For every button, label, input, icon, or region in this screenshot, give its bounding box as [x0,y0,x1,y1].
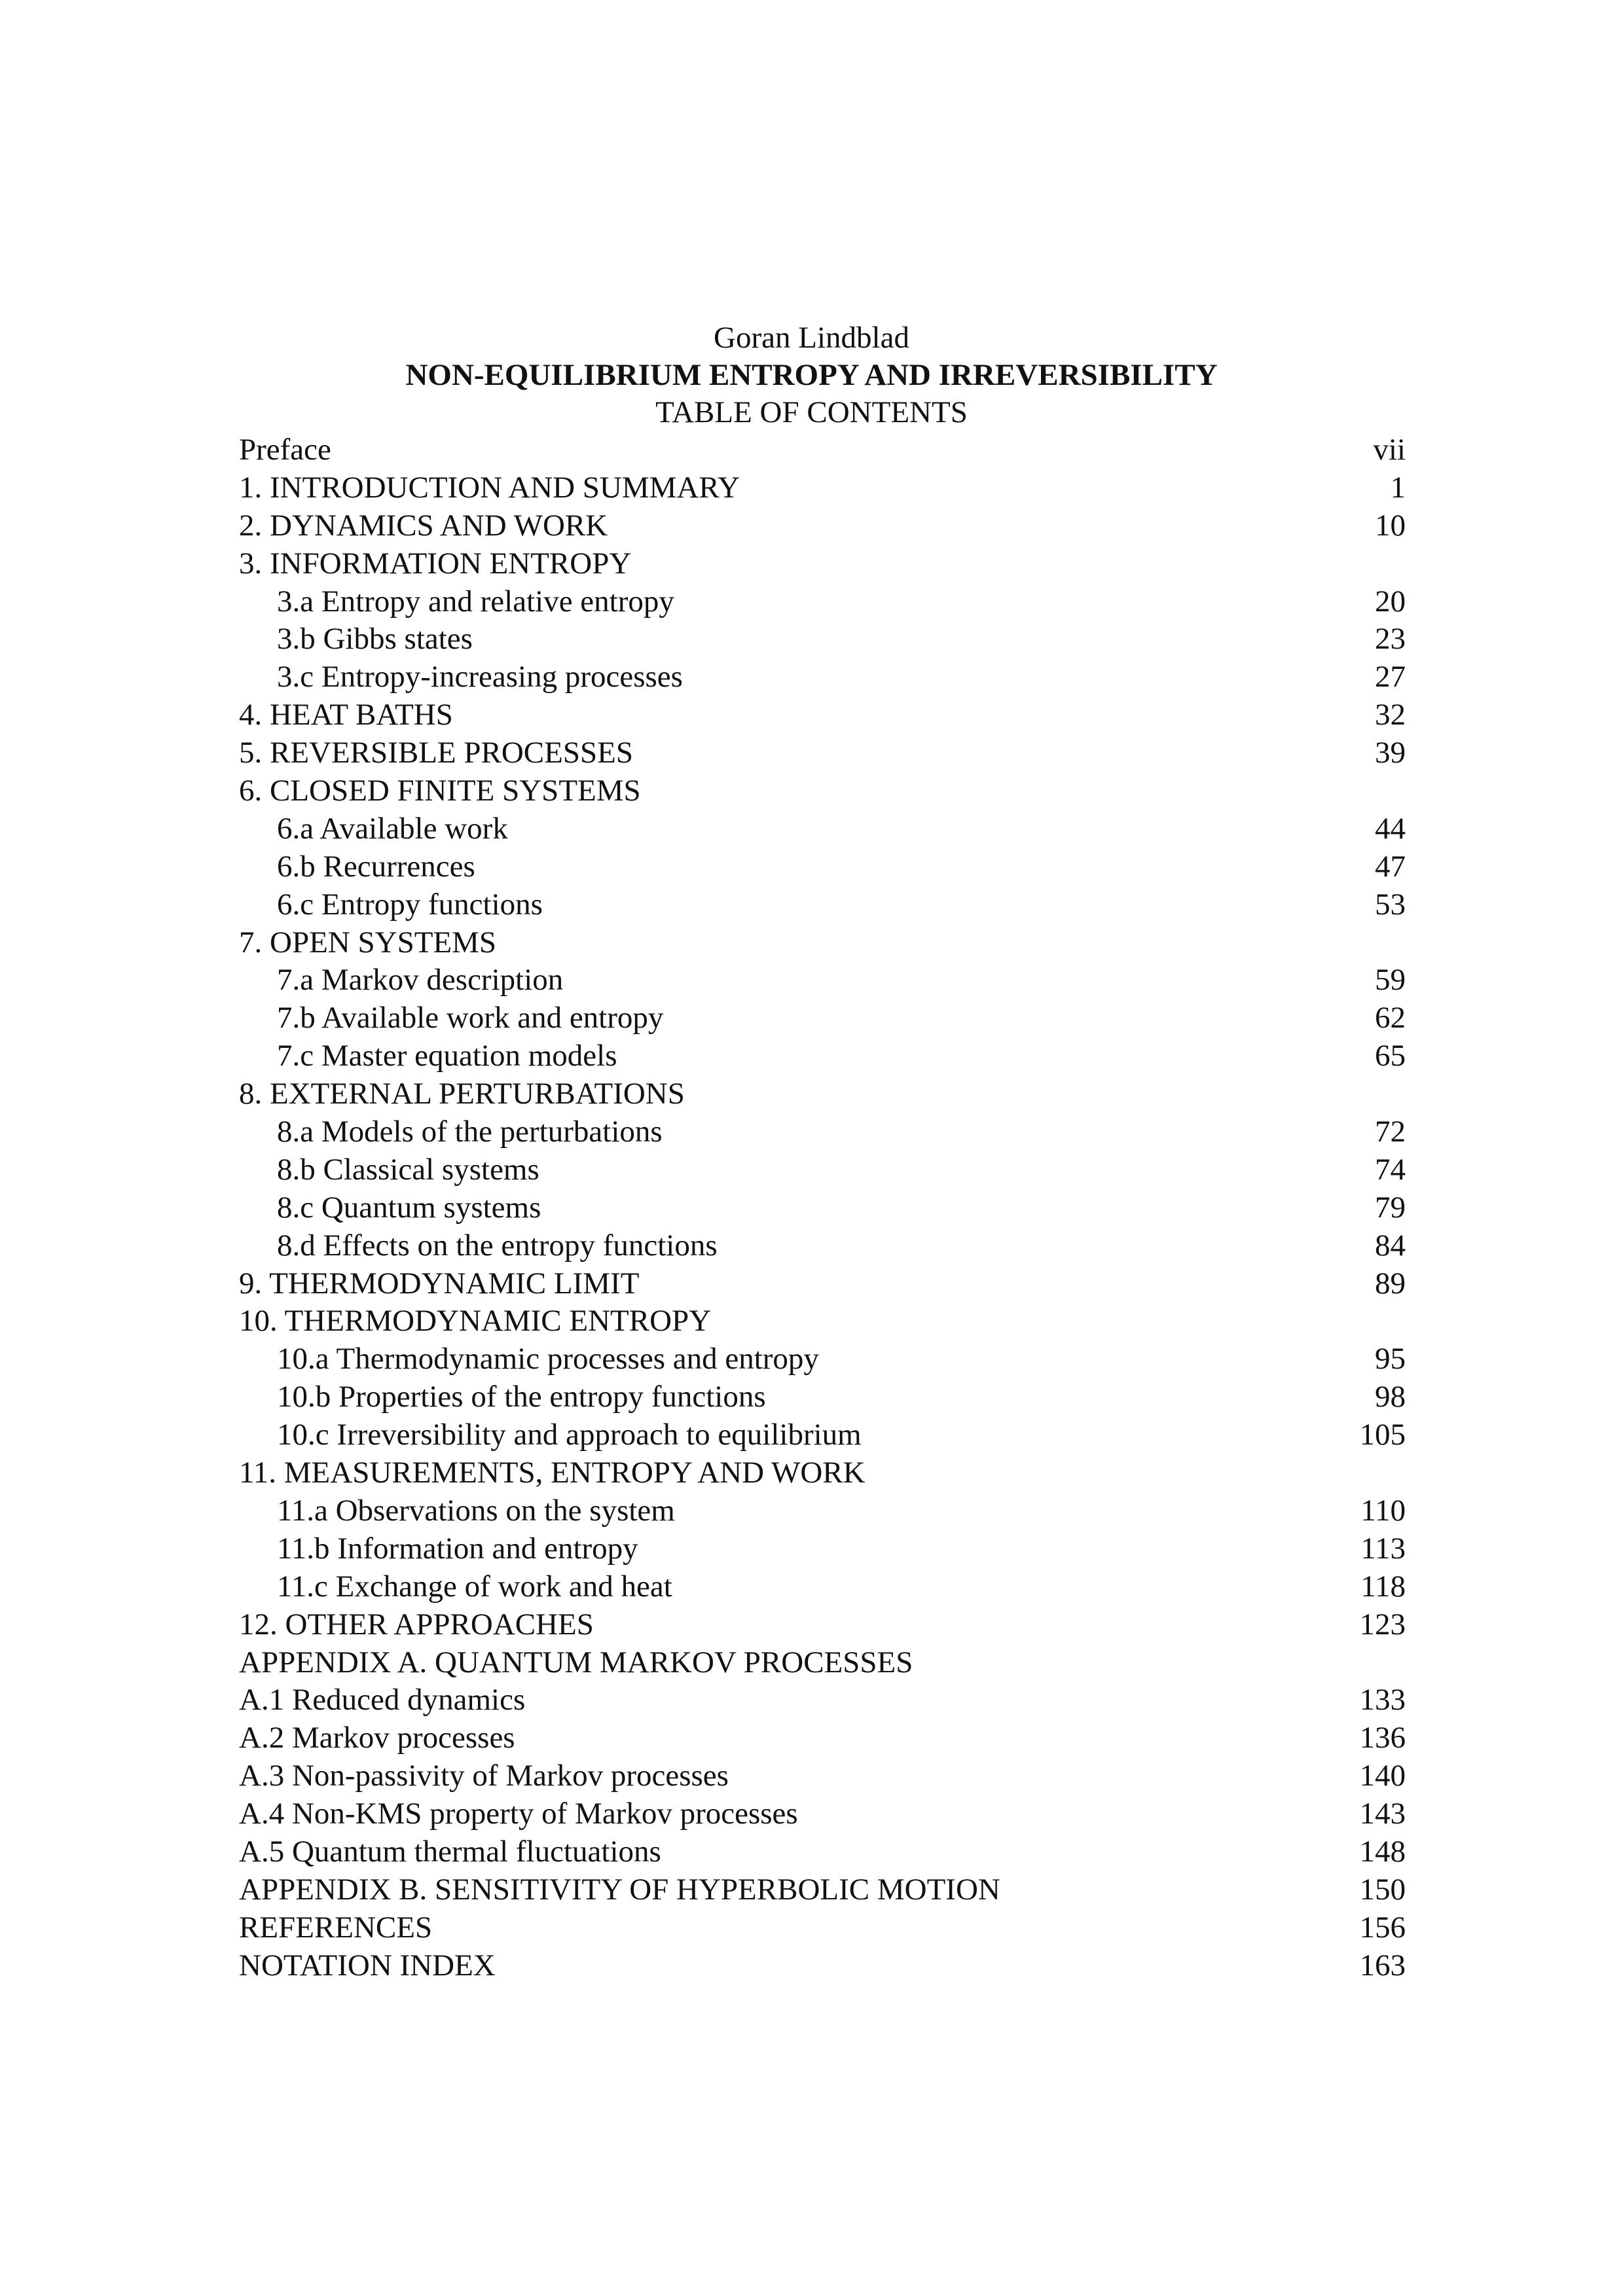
toc-entry-label: 11.c Exchange of work and heat [277,1569,672,1604]
toc-entry-page-number: 118 [1360,1569,1406,1604]
toc-entry-label: A.5 Quantum thermal fluctuations [239,1834,661,1869]
toc-entry-label: 3.b Gibbs states [277,622,473,656]
toc-entry-label: 11.a Observations on the system [277,1493,675,1528]
toc-entry [239,1378,1406,1416]
toc-entry [239,1643,1406,1681]
toc-entry [239,1302,1406,1340]
toc-entry-label: 11. MEASUREMENTS, ENTROPY AND WORK [239,1456,866,1490]
toc-entry-page-number: 140 [1359,1759,1406,1793]
toc-entry-label: 3. INFORMATION ENTROPY [239,546,632,581]
toc-entry-label: 6.c Entropy functions [277,887,543,922]
toc-entry-page-number: 27 [1375,660,1406,694]
toc-entry-page-number: 79 [1375,1190,1406,1225]
toc-entry-label: A.1 Reduced dynamics [239,1683,526,1717]
toc-entry-page-number: 39 [1375,736,1406,770]
toc-entry [239,1795,1406,1833]
toc-entry-label: 8.b Classical systems [277,1152,539,1187]
toc-entry-page-number: 1 [1390,470,1406,505]
toc-entry-label: 7.a Markov description [277,963,564,997]
toc-entry [239,1871,1406,1909]
toc-entry-page-number: 62 [1375,1001,1406,1035]
toc-entry-page-number: 72 [1375,1115,1406,1149]
toc-entry-label: 11.b Information and entropy [277,1531,638,1566]
toc-entry-page-number: 74 [1375,1152,1406,1187]
toc-entry-page-number: 44 [1375,811,1406,846]
toc-entry-label: 12. OTHER APPROACHES [239,1607,594,1641]
toc-entry-label: 7.b Available work and entropy [277,1001,664,1035]
toc-entry [239,734,1406,772]
book-title: NON-EQUILIBRIUM ENTROPY AND IRREVERSIBILITY [405,358,1218,392]
toc-entry [239,1909,1406,1946]
toc-entry-page-number: 20 [1375,584,1406,619]
toc-entry-label: 5. REVERSIBLE PROCESSES [239,736,633,770]
table-of-contents [239,431,1406,1984]
toc-entry-label: REFERENCES [239,1910,433,1945]
toc-entry-page-number: 150 [1359,1872,1406,1907]
toc-entry [239,1605,1406,1643]
toc-entry [239,1416,1406,1454]
toc-entry [239,1037,1406,1075]
author-name: Goran Lindblad [714,321,909,355]
toc-entry-label: A.3 Non-passivity of Markov processes [239,1759,729,1793]
toc-entry [239,1151,1406,1189]
toc-entry-label: 6.b Recurrences [277,849,475,884]
toc-entry-label: Preface [239,433,331,467]
toc-entry [239,1189,1406,1227]
toc-entry-page-number: 98 [1375,1380,1406,1414]
toc-entry [239,999,1406,1037]
toc-entry-label: 9. THERMODYNAMIC LIMIT [239,1266,640,1300]
toc-entry [239,886,1406,924]
toc-entry-label: 8.d Effects on the entropy functions [277,1228,718,1263]
toc-entry [239,620,1406,658]
toc-entry-page-number: 123 [1359,1607,1406,1641]
toc-entry [239,1757,1406,1795]
toc-entry [239,1075,1406,1113]
toc-entry-label: 6. CLOSED FINITE SYSTEMS [239,774,641,808]
toc-entry-label: 1. INTRODUCTION AND SUMMARY [239,470,740,505]
toc-entry [239,583,1406,620]
toc-entry [239,924,1406,961]
toc-entry [239,658,1406,696]
toc-entry-page-number: 65 [1375,1039,1406,1073]
toc-entry-label: 3.a Entropy and relative entropy [277,584,674,619]
toc-entry-label: APPENDIX A. QUANTUM MARKOV PROCESSES [239,1645,913,1679]
toc-entry-label: 4. HEAT BATHS [239,698,453,732]
toc-entry-label: 6.a Available work [277,811,508,846]
toc-entry-page-number: 105 [1359,1418,1406,1452]
toc-entry-label: 7.c Master equation models [277,1039,617,1073]
toc-entry-label: 3.c Entropy-increasing processes [277,660,683,694]
toc-entry-page-number: 32 [1375,698,1406,732]
toc-entry-page-number: 133 [1359,1683,1406,1717]
toc-entry [239,1454,1406,1492]
toc-entry-label: A.2 Markov processes [239,1721,515,1755]
toc-entry-page-number: 23 [1375,622,1406,656]
toc-entry [239,545,1406,583]
toc-entry [239,1530,1406,1568]
toc-entry-page-number: 89 [1375,1266,1406,1300]
toc-entry-page-number: 113 [1360,1531,1406,1566]
toc-entry-page-number: 148 [1359,1834,1406,1869]
toc-entry [239,1568,1406,1605]
toc-entry-label: 7. OPEN SYSTEMS [239,925,497,960]
toc-entry [239,1946,1406,1984]
toc-entry [239,1340,1406,1378]
toc-entry [239,1113,1406,1151]
toc-entry [239,1227,1406,1265]
toc-entry-page-number: 163 [1359,1948,1406,1982]
toc-entry-label: 10.b Properties of the entropy functions [277,1380,766,1414]
toc-entry [239,469,1406,507]
toc-entry-label: 8. EXTERNAL PERTURBATIONS [239,1077,685,1111]
toc-entry-label: 10.c Irreversibility and approach to equilibrium [277,1418,862,1452]
toc-entry [239,772,1406,810]
toc-entry-label: A.4 Non-KMS property of Markov processes [239,1797,798,1831]
toc-entry [239,1492,1406,1530]
toc-entry-label: 10.a Thermodynamic processes and entropy [277,1342,819,1376]
toc-entry-label: NOTATION INDEX [239,1948,496,1982]
toc-heading: TABLE OF CONTENTS [655,395,968,429]
toc-entry-page-number: vii [1373,433,1406,467]
toc-entry-page-number: 59 [1375,963,1406,997]
toc-entry [239,696,1406,734]
toc-entry [239,431,1406,469]
toc-entry [239,848,1406,886]
toc-entry-page-number: 53 [1375,887,1406,922]
toc-entry-page-number: 84 [1375,1228,1406,1263]
toc-entry-page-number: 110 [1360,1493,1406,1528]
toc-entry-page-number: 47 [1375,849,1406,884]
toc-entry [239,1265,1406,1302]
toc-entry-page-number: 156 [1359,1910,1406,1945]
toc-entry [239,1681,1406,1719]
toc-entry [239,1833,1406,1871]
toc-entry-page-number: 136 [1359,1721,1406,1755]
toc-entry-label: 10. THERMODYNAMIC ENTROPY [239,1304,712,1338]
toc-entry-page-number: 143 [1359,1797,1406,1831]
toc-entry [239,1719,1406,1757]
toc-entry [239,961,1406,999]
toc-entry-page-number: 10 [1375,508,1406,543]
toc-entry [239,810,1406,848]
toc-entry-label: 2. DYNAMICS AND WORK [239,508,608,543]
toc-entry-page-number: 95 [1375,1342,1406,1376]
toc-entry-label: APPENDIX B. SENSITIVITY OF HYPERBOLIC MOTION [239,1872,1000,1907]
toc-entry-label: 8.a Models of the perturbations [277,1115,663,1149]
toc-entry [239,507,1406,545]
toc-entry-label: 8.c Quantum systems [277,1190,541,1225]
